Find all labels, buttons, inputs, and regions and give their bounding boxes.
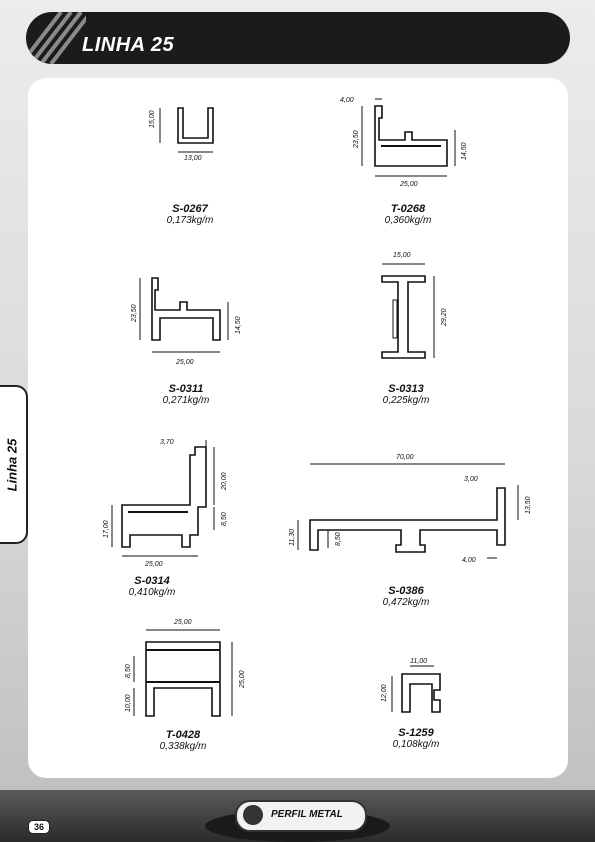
profile-code: S-0313 — [388, 383, 424, 395]
profile-code: T-0268 — [390, 203, 426, 215]
dim-label: 15,00 — [393, 252, 411, 259]
brand-name: PERFIL METAL — [271, 809, 343, 820]
dim-label: 13,50 — [525, 496, 532, 514]
profile-s0314-drawing — [112, 440, 214, 556]
profile-s1259-drawing — [392, 666, 440, 712]
profile-code: S-0386 — [388, 585, 424, 597]
dim-label: 20,00 — [221, 472, 228, 490]
profile-s0313-drawing — [382, 264, 434, 358]
dim-label: 14,50 — [461, 142, 468, 160]
dim-label: 25,00 — [174, 619, 192, 626]
dim-label: 12,00 — [381, 684, 388, 702]
dim-label: 70,00 — [396, 454, 414, 461]
profile-weight: 0,338kg/m — [159, 741, 207, 752]
page-title: LINHA 25 — [82, 34, 175, 56]
dim-label: 10,00 — [125, 694, 132, 712]
dim-label: 25,00 — [239, 670, 246, 688]
dim-label: 14,50 — [235, 316, 242, 334]
dim-label: 17,00 — [103, 520, 110, 538]
dim-label: 13,00 — [184, 155, 202, 162]
page-number: 36 — [28, 820, 50, 834]
dim-label: 25,00 — [145, 561, 163, 568]
dim-label: 4,00 — [462, 557, 476, 564]
dim-label: 11,30 — [289, 529, 296, 546]
brand-logo-icon — [243, 805, 263, 825]
dim-label: 15,00 — [149, 110, 156, 128]
dim-label: 11,00 — [410, 658, 427, 665]
brand-logo — [235, 800, 367, 832]
dim-label: 23,50 — [131, 304, 138, 322]
profile-code: S-0267 — [172, 203, 208, 215]
dim-label: 25,00 — [400, 181, 418, 188]
profile-weight: 0,225kg/m — [382, 395, 430, 406]
dim-label: 23,50 — [353, 130, 360, 148]
profile-s0386-drawing — [298, 464, 518, 558]
dim-label: 25,00 — [176, 359, 194, 366]
dim-label: 29,20 — [441, 308, 448, 326]
profile-weight: 0,360kg/m — [384, 215, 432, 226]
side-tab-label: Linha 25 — [4, 438, 20, 492]
profile-weight: 0,108kg/m — [392, 739, 440, 750]
profile-code: T-0428 — [165, 729, 201, 741]
profile-s0267-drawing — [160, 108, 213, 152]
profile-weight: 0,410kg/m — [128, 587, 176, 598]
profile-t0428-drawing — [134, 630, 232, 716]
dim-label: 4,00 — [340, 97, 354, 104]
profile-weight: 0,173kg/m — [166, 215, 214, 226]
profile-s0311-drawing — [140, 278, 228, 352]
dim-label: 3,70 — [160, 439, 174, 446]
dim-label: 8,50 — [221, 512, 228, 526]
profile-t0268-drawing — [362, 99, 455, 176]
dim-label: 8,50 — [335, 532, 342, 546]
profile-code: S-1259 — [398, 727, 434, 739]
profile-code: S-0314 — [134, 575, 170, 587]
dim-label: 8,50 — [125, 664, 132, 678]
profile-weight: 0,472kg/m — [382, 597, 430, 608]
dim-label: 3,00 — [464, 476, 478, 483]
profile-weight: 0,271kg/m — [162, 395, 210, 406]
profile-code: S-0311 — [168, 383, 204, 395]
